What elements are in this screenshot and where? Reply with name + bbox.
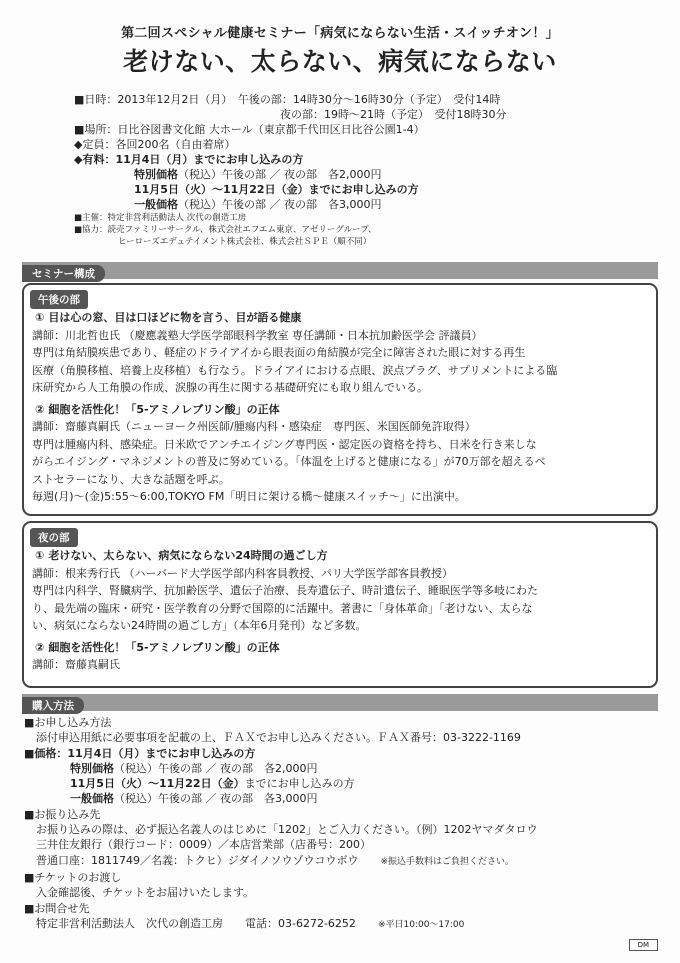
evening-talk1-title: 老けない、太らない、病気にならない24時間の過ごし方 (48, 549, 328, 562)
contact-org: 特定非営利活動法人 次代の創造工房 (36, 916, 223, 930)
afternoon-box (22, 283, 658, 516)
ticket-text: 入金確認後、チケットをお届けいたします。 (36, 886, 255, 900)
price-deadline-1: 11月4日（月）までにお申し込みの方 (67, 746, 256, 760)
afternoon-tag: 午後の部 (30, 290, 88, 309)
purchase-section-label: 購入方法 (22, 697, 84, 714)
evening-talk2-num: ② (35, 640, 45, 654)
transfer-text-2: 三井住友銀行（銀行コード：0009）／本店営業部（店番号：200） (36, 838, 371, 852)
fee-general-label: 一般価格 (134, 198, 178, 211)
dm-mark: DM (629, 939, 658, 951)
evening-talk1-desc-1: 専門は内科学、腎臓病学、抗加齢医学、遺伝子治療、長寿遺伝子、時計遺伝子、睡眠医学等多岐にわた (32, 584, 538, 597)
organizer-line: ■主催：特定非営利活動法人 次代の創造工房 (74, 213, 247, 223)
price-general-text: （税込）午後の部 ／ 夜の部 各3,000円 (114, 792, 318, 806)
fee-line (74, 152, 654, 167)
fee-label: ◆有料： (74, 153, 116, 166)
evening-talk1-lecturer: 講師：根来秀行氏 （ハーバード大学医学部内科客員教授、パリ大学医学部客員教授） (32, 566, 453, 580)
afternoon-talk1-lecturer: 講師：川北哲也氏 （慶應義塾大学医学部眼科学教室 専任講師・日本抗加齢医学会 評議員） (32, 328, 483, 342)
price-line (24, 746, 664, 761)
afternoon-talk2-title: 細胞を活性化！「5-アミノレブリン酸」の正体 (48, 402, 280, 416)
afternoon-talk1-num: ① (35, 311, 45, 324)
evening-box (22, 521, 658, 688)
evening-talk2-title: 細胞を活性化！「5-アミノレブリン酸」の正体 (48, 640, 280, 654)
event-subtitle: 第二回スペシャル健康セミナー「病気にならない生活・スイッチオン！」 (121, 26, 559, 41)
event-info (74, 92, 654, 248)
price-special-text: （税込）午後の部 ／ 夜の部 各2,000円 (114, 761, 318, 775)
transfer-text-1: お振り込みの際は、必ず振込名義人のはじめに「1202」とご入力ください。（例）1202ヤマダタロウ (36, 823, 538, 837)
evening-talk2-heading (32, 639, 652, 657)
evening-talk1-heading (32, 547, 652, 565)
contact-hours: ※平日10:00〜17:00 (377, 919, 465, 930)
afternoon-talk2-heading (32, 401, 652, 419)
transfer-text-3-line (24, 853, 664, 870)
date-line-1: ■日時：2013年12月2日（月） 午後の部：14時30分〜16時30分（予定） 受付14時 (74, 93, 501, 106)
seminar-section-bar (22, 262, 658, 279)
evening-talk1-desc-3: い、病気にならない24時間の過ごし方」（本年6月発刊）など多数。 (32, 619, 367, 632)
cooperation-line-1: ■協力：読売ファミリーサークル、株式会社エフエム東京、アゼリーグループ、 (74, 225, 377, 235)
price-special-line (24, 761, 664, 776)
afternoon-talk1-heading (32, 309, 652, 327)
price-deadline-2-line (24, 776, 664, 791)
afternoon-talk2-desc-2: がらエイジング・マネジメントの普及に努めている。「体温を上げると健康になる」が70万部を超えるベ (32, 455, 546, 468)
afternoon-talk2-lecturer: 講師：齋藤真嗣氏（ニューヨーク州医師/腫瘍内科・感染症 専門医、米国医師免許取得） (32, 420, 476, 433)
contact-phone: 電話：03-6272-6252 (245, 916, 356, 930)
fee-special-label: 特別価格 (134, 168, 178, 181)
afternoon-talk2-desc-3: ストセラーになり、大きな話題を呼ぶ。 (32, 472, 230, 486)
evening-content (32, 547, 652, 674)
capacity-line: ◆定員：各回200名（自由着席） (74, 138, 236, 151)
afternoon-talk2-desc-1: 専門は腫瘍内科、感染症。日米欧でアンチエイジング専門医・認定医の資格を持ち、日米を行き来しな (32, 437, 537, 451)
purchase-info (24, 715, 664, 933)
fee-general-line (74, 197, 654, 212)
fee-special-line (74, 167, 654, 182)
transfer-note: ※振込手数料はご負担ください。 (380, 856, 514, 867)
afternoon-talk1-title: 目は心の窓、目は口ほどに物を言う、目が語る健康 (48, 311, 302, 324)
evening-talk1-desc-2: り、最先端の臨床・研究・医学教育の分野で国際的に活躍中。著書に「身体革命」「老けない、太らな (32, 601, 533, 615)
fee-special-text: （税込）午後の部 ／ 夜の部 各2,000円 (178, 168, 382, 181)
price-general-line (24, 791, 664, 806)
price-deadline-2-suffix: までにお申し込みの方 (244, 777, 355, 791)
price-general-label: 一般価格 (70, 792, 114, 806)
cooperation-line-2: ヒーローズエデュテイメント株式会社、株式会社ＳＰＥ（順不同） (118, 237, 372, 247)
purchase-section-bar (22, 694, 658, 711)
fee-deadline-1: 11月4日（月）までにお申し込みの方 (115, 153, 304, 166)
seminar-section-label: セミナー構成 (22, 265, 105, 282)
date-line-2: 夜の部：19時〜21時（予定） 受付18時30分 (280, 108, 507, 121)
evening-tag: 夜の部 (30, 528, 78, 547)
contact-heading: ■お問合せ先 (24, 901, 90, 915)
venue-line: ■場所：日比谷図書文化館 大ホール（東京都千代田区日比谷公園1-4） (74, 123, 425, 136)
ticket-heading: ■チケットのお渡し (24, 870, 122, 884)
afternoon-talk2-num: ② (35, 402, 45, 416)
apply-heading: ■お申し込み方法 (24, 716, 112, 729)
transfer-heading: ■お振り込み先 (24, 807, 101, 821)
afternoon-talk1-desc-3: 床研究から人工角膜の作成、涙腺の再生に関する基礎研究にも取り組んでいる。 (32, 381, 428, 394)
transfer-text-3: 普通口座：1811749／名義：トクヒ）ジダイノソウゾウコウボウ (36, 853, 359, 867)
evening-talk2-lecturer: 講師：齋藤真嗣氏 (32, 658, 120, 671)
event-title: 老けない、太らない、病気にならない (123, 47, 557, 76)
contact-line (24, 916, 664, 933)
evening-talk1-num: ① (35, 549, 45, 562)
price-heading: ■価格： (24, 746, 68, 760)
afternoon-talk2-desc-4: 毎週(月)〜(金)5:55〜6:00,TOKYO FM「明日に架ける橋〜健康スイッチ〜」に出演中。 (32, 490, 466, 503)
fee-general-text: （税込）午後の部 ／ 夜の部 各3,000円 (178, 198, 382, 211)
price-special-label: 特別価格 (70, 761, 114, 775)
afternoon-talk1-desc-2: 医療（角膜移植、培養上皮移植）も行なう。ドライアイにおける点眼、涙点プラグ、サプリメントによる臨 (32, 363, 558, 377)
apply-text: 添付申込用紙に必要事項を記載の上、ＦＡＸでお申し込みください。ＦＡＸ番号：03-3222-1169 (36, 731, 521, 745)
price-deadline-2-dates: 11月5日（火）〜11月22日（金） (70, 777, 245, 791)
afternoon-talk1-desc-1: 専門は角結膜疾患であり、軽症のドライアイから眼表面の角結膜が完全に障害された眼に対する再生 (32, 346, 526, 359)
fee-deadline-2: 11月5日（火）〜11月22日（金）までにお申し込みの方 (134, 183, 419, 196)
afternoon-content (32, 309, 652, 506)
